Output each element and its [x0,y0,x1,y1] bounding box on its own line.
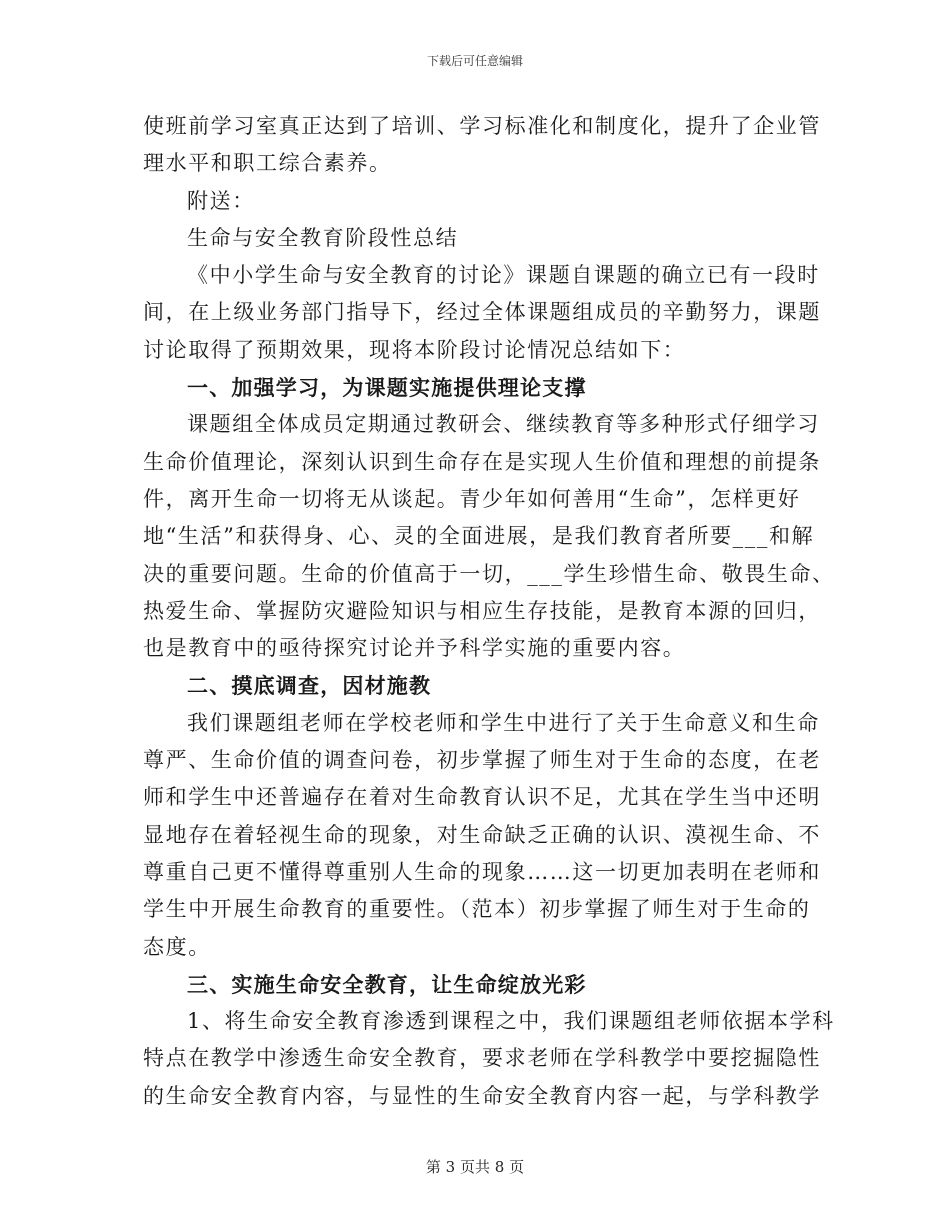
text-line: 特点在教学中渗透生命安全教育，要求老师在学科教学中要挖掘隐性 [143,1046,821,1071]
document-body [143,108,835,1115]
page-footer: 第 3 页共 8 页 [425,1158,525,1176]
text-line: 师和学生中还普遍存在着对生命教育认识不足，尤其在学生当中还明 [143,785,821,810]
text-line: 显地存在着轻视生命的现象，对生命缺乏正确的认识、漠视生命、不 [143,822,821,847]
text-line: 《中小学生命与安全教育的讨论》课题自课题的确立已有一段时 [187,263,820,288]
section-heading: 一、加强学习，为课题实施提供理论支撑 [187,375,587,401]
text-line: 课题组全体成员定期通过教研会、继续教育等多种形式仔细学习 [187,412,820,437]
text-line: 间，在上级业务部门指导下，经过全体课题组成员的辛勤努力，课题 [143,300,821,325]
text-line: 生命价值理论，深刻认识到生命存在是实现人生价值和理想的前提条 [143,449,821,474]
text-line: 生命与安全教育阶段性总结 [187,225,459,250]
text-line: 态度。 [143,934,211,959]
text-line: 热爱生命、掌握防灾避险知识与相应生存技能，是教育本源的回归， [143,598,821,623]
text-line: 使班前学习室真正达到了培训、学习标准化和制度化，提升了企业管 [143,114,821,138]
section-heading: 二、摸底调查，因材施教 [187,673,432,699]
section-heading: 三、实施生命安全教育，让生命绽放光彩 [187,971,587,997]
text-line: 尊严、生命价值的调查问卷，初步掌握了师生对于生命的态度，在老 [143,748,821,773]
text-line: 学生中开展生命教育的重要性。（范本）初步掌握了师生对于生命的 [143,897,811,922]
text-line: 1、将生命安全教育渗透到课程之中，我们课题组老师依据本学科 [187,1009,835,1034]
text-line: 我们课题组老师在学校老师和学生中进行了关于生命意义和生命 [187,710,820,735]
text-line: 尊重自己更不懂得尊重别人生命的现象……这一切更加表明在老师和 [143,859,821,884]
text-line: 也是教育中的亟待探究讨论并予科学实施的重要内容。 [143,636,686,661]
text-line: 附送： [187,188,255,213]
text-line: 件，离开生命一切将无从谈起。青少年如何善用“生命”，怎样更好 [143,486,801,511]
page-header: 下载后可任意编辑 [426,54,523,68]
text-line: 地“生活”和获得身、心、灵的全面进展，是我们教育者所要___和解 [143,524,815,549]
text-line: 理水平和职工综合素养。 [143,151,392,176]
text-line: 讨论取得了预期效果，现将本阶段讨论情况总结如下： [143,337,686,362]
text-line: 决的重要问题。生命的价值高于一切，___学生珍惜生命、敬畏生命、 [143,561,835,586]
text-line: 的生命安全教育内容，与显性的生命安全教育内容一起，与学科教学 [143,1083,821,1108]
